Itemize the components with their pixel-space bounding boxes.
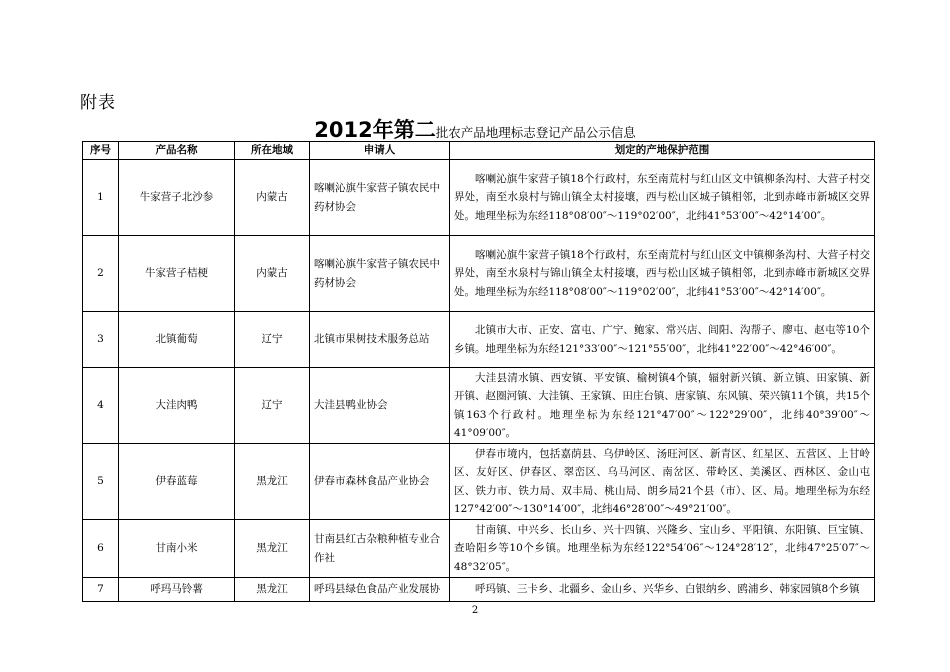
header-applicant: 申请人 xyxy=(310,142,450,160)
cell-applicant: 伊春市森林食品产业协会 xyxy=(310,444,450,520)
table-row xyxy=(83,160,875,236)
table-row xyxy=(83,236,875,312)
cell-serial: 6 xyxy=(83,520,119,578)
table-row xyxy=(83,368,875,444)
cell-product-name: 牛家营子北沙参 xyxy=(119,160,235,236)
cell-applicant: 甘南县红古杂粮种植专业合作社 xyxy=(310,520,450,578)
cell-product-name: 大洼肉鸭 xyxy=(119,368,235,444)
cell-serial: 7 xyxy=(83,578,119,602)
title-rest: 批农产品地理标志登记产品公示信息 xyxy=(435,125,636,140)
cell-applicant: 北镇市果树技术服务总站 xyxy=(310,312,450,368)
cell-region: 黑龙江 xyxy=(235,444,310,520)
cell-applicant: 喀喇沁旗牛家营子镇农民中药材协会 xyxy=(310,236,450,312)
cell-serial: 4 xyxy=(83,368,119,444)
cell-protection-scope: 北镇市大市、正安、富屯、广宁、鲍家、常兴店、闾阳、沟帮子、廖屯、赵屯等10个乡镇。地理坐标为东经121°33′00″～121°55′00″，北纬41°22′00″～42°46′00″。 xyxy=(450,312,875,368)
cell-region: 内蒙古 xyxy=(235,236,310,312)
attachment-label: 附表 xyxy=(80,93,116,113)
products-table xyxy=(82,141,875,602)
cell-protection-scope: 喀喇沁旗牛家营子镇18个行政村，东至南荒村与红山区文中镇柳条沟村、大营子村交界处，南至水泉村与锦山镇全太村接壤，西与松山区城子镇相邻，北到赤峰市新城区交界处。地理坐标为东经118°08′00″～119°02′00″，北纬41°53′00″～42°14′00″。 xyxy=(450,160,875,236)
cell-applicant: 喀喇沁旗牛家营子镇农民中药材协会 xyxy=(310,160,450,236)
cell-product-name: 甘南小米 xyxy=(119,520,235,578)
table-row xyxy=(83,520,875,578)
cell-protection-scope: 喀喇沁旗牛家营子镇18个行政村，东至南荒村与红山区文中镇柳条沟村、大营子村交界处，南至水泉村与锦山镇全太村接壤，西与松山区城子镇相邻，北到赤峰市新城区交界处。地理坐标为东经118°08′00″～119°02′00″，北纬41°53′00″～42°14′00″。 xyxy=(450,236,875,312)
header-protection-scope: 划定的产地保护范围 xyxy=(450,142,875,160)
cell-serial: 1 xyxy=(83,160,119,236)
table-header-row xyxy=(83,142,875,160)
cell-region: 黑龙江 xyxy=(235,578,310,602)
cell-applicant: 大洼县鸭业协会 xyxy=(310,368,450,444)
header-region: 所在地域 xyxy=(235,142,310,160)
table-row xyxy=(83,444,875,520)
cell-product-name: 北镇葡萄 xyxy=(119,312,235,368)
cell-region: 辽宁 xyxy=(235,368,310,444)
cell-product-name: 呼玛马铃薯 xyxy=(119,578,235,602)
document-title xyxy=(0,114,950,144)
cell-serial: 2 xyxy=(83,236,119,312)
cell-protection-scope: 呼玛镇、三卡乡、北疆乡、金山乡、兴华乡、白银纳乡、鸥浦乡、韩家园镇8个乡镇 xyxy=(450,578,875,602)
table-row xyxy=(83,312,875,368)
cell-serial: 5 xyxy=(83,444,119,520)
cell-product-name: 牛家营子桔梗 xyxy=(119,236,235,312)
cell-product-name: 伊春蓝莓 xyxy=(119,444,235,520)
header-product-name: 产品名称 xyxy=(119,142,235,160)
table-row xyxy=(83,578,875,602)
cell-protection-scope: 甘南镇、中兴乡、长山乡、兴十四镇、兴隆乡、宝山乡、平阳镇、东阳镇、巨宝镇、查哈阳乡等10个乡镇。地理坐标为东经122°54′06″～124°28′12″，北纬47°25′07″～48°32′05″。 xyxy=(450,520,875,578)
cell-region: 辽宁 xyxy=(235,312,310,368)
cell-applicant: 呼玛县绿色食品产业发展协 xyxy=(310,578,450,602)
title-bold-part: 2012年第二 xyxy=(314,118,436,142)
cell-protection-scope: 大洼县清水镇、西安镇、平安镇、榆树镇4个镇，辐射新兴镇、新立镇、田家镇、新开镇、赵圈河镇、大洼镇、王家镇、田庄台镇、唐家镇、东风镇、荣兴镇11个镇，共15个镇163个行政村。地理坐标为东经121°47′00″～122°29′00″，北纬40°39′00″～41°09′00″。 xyxy=(450,368,875,444)
cell-region: 黑龙江 xyxy=(235,520,310,578)
header-serial: 序号 xyxy=(83,142,119,160)
cell-region: 内蒙古 xyxy=(235,160,310,236)
cell-serial: 3 xyxy=(83,312,119,368)
cell-protection-scope: 伊春市境内，包括嘉荫县、乌伊岭区、汤旺河区、新青区、红星区、五营区、上甘岭区、友好区、伊春区、翠峦区、乌马河区、南岔区、带岭区、美溪区、西林区、金山屯区、铁力市、铁力局、双丰局、桃山局、朗乡局21个县（市）、区、局。地理坐标为东经127°42′00″～130°14′00″，北纬46°28′00″～49°21′00″。 xyxy=(450,444,875,520)
page-number: 2 xyxy=(471,605,479,616)
